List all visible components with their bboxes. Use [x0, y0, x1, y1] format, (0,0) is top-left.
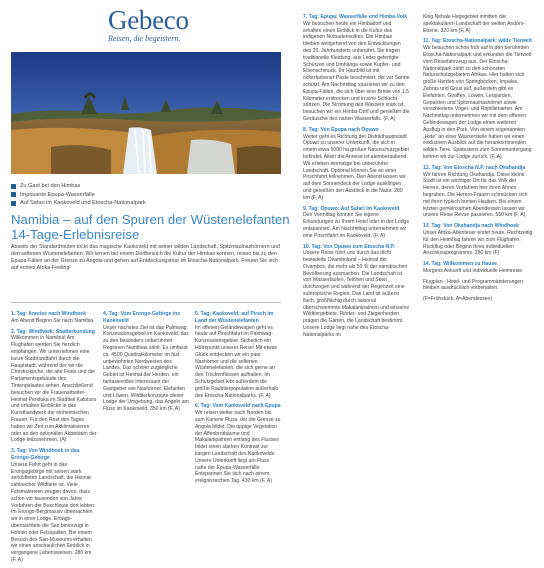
day-title: 10. Tag: Von Opuwo zum Etoscha N.P.: [303, 243, 395, 250]
day-title: 5. Tag: Kaokoveld: auf Pirsch im Land der Wüstenelefanten: [195, 311, 274, 324]
day-text: King Nehale Hegegebiet inmitten der spektakulären Landschaft der weiten Andoni-Ebene. 320 km (F, A): [423, 14, 525, 34]
day-text: Wir reisen weiter nach Norden bis zum Kunene Fluss, der die Grenze zu Angola bildet. Die üppige Vegetation der Affenbrotbäume und Makalanipalmen entlang des Flusses bildet einen starken Kontrast zur kargen Landschaft des Kaokovelds. Unsere Unterkunft liegt am Fluss nahe der Epupa-Wasserfälle: Entspannen Sie sich nach einem ereignisreichen Tag. 430 km (F, A): [195, 410, 281, 485]
itinerary-column-5: [423, 14, 533, 307]
brand-logo: [108, 6, 198, 48]
itinerary-day: [11, 311, 97, 325]
itinerary-day: [303, 127, 410, 202]
itinerary-day: [423, 223, 533, 257]
itinerary-column-1: [11, 311, 97, 568]
day-text: Weiter geht es Richtung der Distrikthauptstadt Opuwo zu unserer Unterkunft, die sich in einem etwa 6000 ha großen Naturschutzgebiet befindet. Allein die Anreise ist atemberaubend. Wir erleben einmalige bei unberührter Landschaft. Optional können Sie an einer Pirschfahrt teilnehmen. Den Abend lassen wir auf dem Sonnendeck der Lodge ausklingen und genießen den Ausblick in die Natur. 280 km (F, A): [303, 133, 409, 201]
brand-slogan: Reisen, die begeistern.: [108, 34, 181, 43]
waterfall-landscape-image: [11, 52, 281, 174]
day-title: 3. Tag: Von Windhoek in das Erongo-Gebirge: [11, 448, 80, 461]
itinerary-day: [195, 403, 281, 485]
disclaimer-note: Flugplan-, Hotel- und Programmänderungen bleiben ausdrücklich vorbehalten.: [423, 278, 523, 292]
day-title: 8. Tag: Von Epupa nach Opuwo: [303, 126, 379, 133]
tour-title: Namibia – auf den Spuren der Wüstenelefanten: [11, 212, 290, 227]
tour-headline: [11, 212, 291, 242]
itinerary-column-4: [303, 14, 410, 343]
itinerary-day: [423, 165, 533, 219]
day-text: Unser nächstes Ziel ist das Palmwag Konzessionsgebiet im Kaokoveld, das zu den besonders unberührten Regionen Namibias zählt. Es umfasst ca. 4500 Quadratkilometer im fast unbewohnten Nordwesten des Landes. Das schwer zugängliche Gebiet ist Heimat der Herden, ein fantasievolles Interessant der Gastgeber wie Nashörner, Elefanten und Löwen. Wildtierkonzepte dieser Lodge der Umgebung, das Angeln am Fluss im Kaokoveld. 350 km (F, A): [103, 324, 189, 413]
itinerary-day: [303, 14, 410, 123]
hero-photo-waterfall: [11, 52, 281, 174]
day-text: Unsere Fahrt geht in das Erongogebirge mit seinen stark zerklüfteten Landschaft, die Heimat zahlreicher Wildtiere ist. Viele Felsmalereien zeugen davon, dass schon vor tausenden von Jahre Vorfahren der Buschleute dort lebten. Im Erongo-Bergmassiv übernachten wir in einer Lodge. Erongo-übernachtete die San bevorzugt in Höhlen oder Felsspalten. Bei einem Besuch des San-Museums erhalten wir einen anschaulichen Einblick in vergangene Lebensweisen. 280 km (F, A): [11, 461, 96, 563]
itinerary-day: [303, 244, 410, 339]
day-title: 7. Tag: Epupa: Wasserfälle und Himba-Volk: [303, 14, 408, 20]
itinerary-column-2: [103, 311, 189, 417]
day-title: 9. Tag: Opuwo: Auf Safari im Kaokoveld: [303, 205, 400, 212]
day-title: 14. Tag: Willkommen zu Hause: [423, 261, 498, 268]
brand-name: Gebeco: [108, 5, 189, 35]
day-text: Wir besuchen schon früh auf in den berühmten Etoscha-Nationalpark und erkunden die Tierwelt vom Reisefahrzeug aus. Der Etoscha-Nationalpark zählt zu den schönsten Naturschutzgebieten Afrikas. Hier halten sich große Herden von Springböcken, Impalas, Zebras und Gnus auf, außerdem gibt es Elefanten, Giraffen, Löwen, Leoparden, Geparden und Spitzmaulnashörner sowie verschiedene Vögel- und Reptilienarten. Am Nachmittag unternehmen wir mit dem offenen Geländewagen der Lodge einen weiteren Ausflug in den Park. Von einem sogenannten „Hide“ an einer Wasserstelle haben wir einen exklusiven Ausblick auf die herankommenden wilden Tiere. Spätestens zum Sonnenuntergang kehren wir zur Lodge zurück. (F, A): [423, 45, 532, 160]
itinerary-column-3: [195, 311, 281, 489]
day-title: 4. Tag: Vom Erongo-Gebirge ins Kaokoveld: [103, 311, 181, 324]
caption-item: Imposante Epupa-Wasserfälle: [11, 191, 281, 200]
itinerary-day: [303, 206, 410, 240]
itinerary-day: [423, 38, 533, 160]
photo-caption-list: [11, 182, 281, 208]
day-title: 11. Tag: Etoscha-Nationalpark: wilde Tierwelt: [423, 38, 532, 45]
bullet-square-icon: [11, 201, 16, 206]
bullet-square-icon: [11, 192, 16, 197]
day-text: Willkommen in Namibia! Am Flughafen werden Sie herzlich empfangen. Wir unternehmen eine kurze Stadtrundfahrt durch die Hauptstadt, während der wir die Christuskirche, die alte Feste und die Parlamentsgebäude des Tintenpalastes sehen. Anschließend besuchen wir die Frauenarbeiter-Heimat Penduka im Stadtteil Katutura und erhalten Einblicke in das Kunsthandwerk der einheimischen Frauen. Für den Rest des Tages haben wir Zeit zum Akklimatisieren oder an den optionalen Aktivitäten der Lodge teilzunehmen. (A): [11, 335, 97, 444]
itinerary-day: [11, 448, 97, 564]
itinerary-day-continued: [423, 14, 533, 34]
divider: [11, 302, 281, 303]
itinerary-day: [11, 329, 97, 445]
caption-item: Zu Gast bei den Himbas: [11, 182, 281, 191]
bullet-square-icon: [11, 184, 16, 189]
day-text: Wir fahren Richtung Okahandja. Diese kleine Stadt ist ein wichtiger Ort für das Volk der Herero, deren Vorfahren hier ihren Ahnen begraben. Die Herero-Frauen schmücken sich mit ihren typisch bunten Hauben. Bei einem letzten gemeinsamen Abendessen lassen wir unsere Reise Revue passieren. 550 km (F, A): [423, 171, 528, 219]
day-text: Morgens Ankunft und individuelle Heimreise.: [423, 267, 524, 274]
day-title: 13. Tag: Von Okahandja nach Windhoek: [423, 223, 519, 230]
day-title: 2. Tag: Windhoek: Stadterkundung: [11, 328, 95, 335]
meal-legend: (F=Frühstück, A=Abendessen): [423, 296, 493, 303]
caption-item: Auf Safari im Kaokoveld und Etoscha-Nationalpark: [11, 199, 281, 208]
day-text: Unsere Reise führt uns durch das dicht besiedelte Ovamboland – Heimat der Ovambos, die mehr als 50 % der namibischen Bevölkerung ausmachen. Die Landschaft ist von Wasserläufen, Teichen und Seen durchzogen und während der Regenzeit eine subtropische Region. Das Land ist äußerst flach, großflächig durch saisonal überschwemmte Makalanipalmen und einzelne Wildtiergebiete. Rinder- und Ziegenherden prägen die Gärten, die Landschaft bestimmt. Unsere Lodge liegt nahe des Etoscha-Nationalparks im: [303, 250, 410, 338]
day-text: Am Abend Beginn Sie nach Namibia.: [11, 317, 95, 324]
day-text: Wir besuchen heute ein Himbadorf und erhalten einen Einblick in die Kultur des indigenen Nomadenvolkes. Die Himbas blieben weitgehend von den Entwicklungen des 20. Jahrhunderts unberührt. Sie tragen traditionelle Kleidung: aus Leder gefertigte Schürzen und Umhänge sowie Kupfer- und Eisenschmuck. Ihr Hautbild ist mit ockerfarbener Paste beschmiert, die vor Sonne schützt. Am Nachmittag spazieren wir zu den Epupa-Fällen, die sich über eine Breite von 1,5 Kilometer erstrecken und in eine Schlucht stürzen. Die Strömung des Wassers stark ist, besuchen wir ein Himba-Dorf und genießen die Geräusche des nahen Wasserfalls. (F, A): [303, 20, 410, 122]
day-title: 12. Tag: Von Etoscha N.P. nach Okahandja: [423, 164, 526, 171]
tour-intro: Abseits der Standardrouten lockt das magische Kaokoveld mit seiner wilden Landschaft, Spitzmaulnashörnern und den seltenen Wüstenelefanten. Wir lernen bei einem Dorfbesuch die Kultur der Himbas kennen, reisen bis zu den Epupa-Fällen an der Grenze zu Angola und gehen auf Entdeckungstour im Etoscha-Nationalpark. Freuen Sie sich auf echtes Afrika-Feeling!: [11, 244, 280, 271]
tour-subtitle: 14-Tage-Erlebnisreise: [11, 227, 140, 242]
day-title: 6. Tag: Vom Kaokoveld nach Epupa: [195, 403, 281, 410]
itinerary-day: [423, 261, 533, 275]
day-text: Den Vormittag können Sie eigene Erkundungen zu Ihrem Hotel oder in der Lodge entspannen. Am Nachmittag unternehmen wir eine Pirschfahrt im Kaokoveld. (F, A): [303, 212, 410, 239]
day-text: Im offenen Geländewagen geht es heute auf Pirschfahrt im Palmwag-Konzessionsgebiet. Sicherlich ein Höhepunkt unserer Reise! Mit etwas Glück entdecken wir ein paar Nashörner und die seltenen Wüstenelefanten, die sich gerne an den Trockenflüssen aufhalten. Im Schutzgebiet lebt außerdem die größte Raubtierpopulation außerhalb des Etoscha-Nationalparks. (F, A): [195, 324, 279, 399]
day-text: Unser Afrika-Abenteuer endet heute. Rechtzeitig für den Heimflug fahren wir zum Flughafen. Rückflug oder Beginn Ihres individuellen Anschlussprogramms. 280 km (F): [423, 229, 533, 257]
day-title: 1. Tag: Anreise nach Windhoek: [11, 311, 86, 317]
itinerary-day: [103, 311, 189, 413]
itinerary-day: [195, 311, 281, 399]
